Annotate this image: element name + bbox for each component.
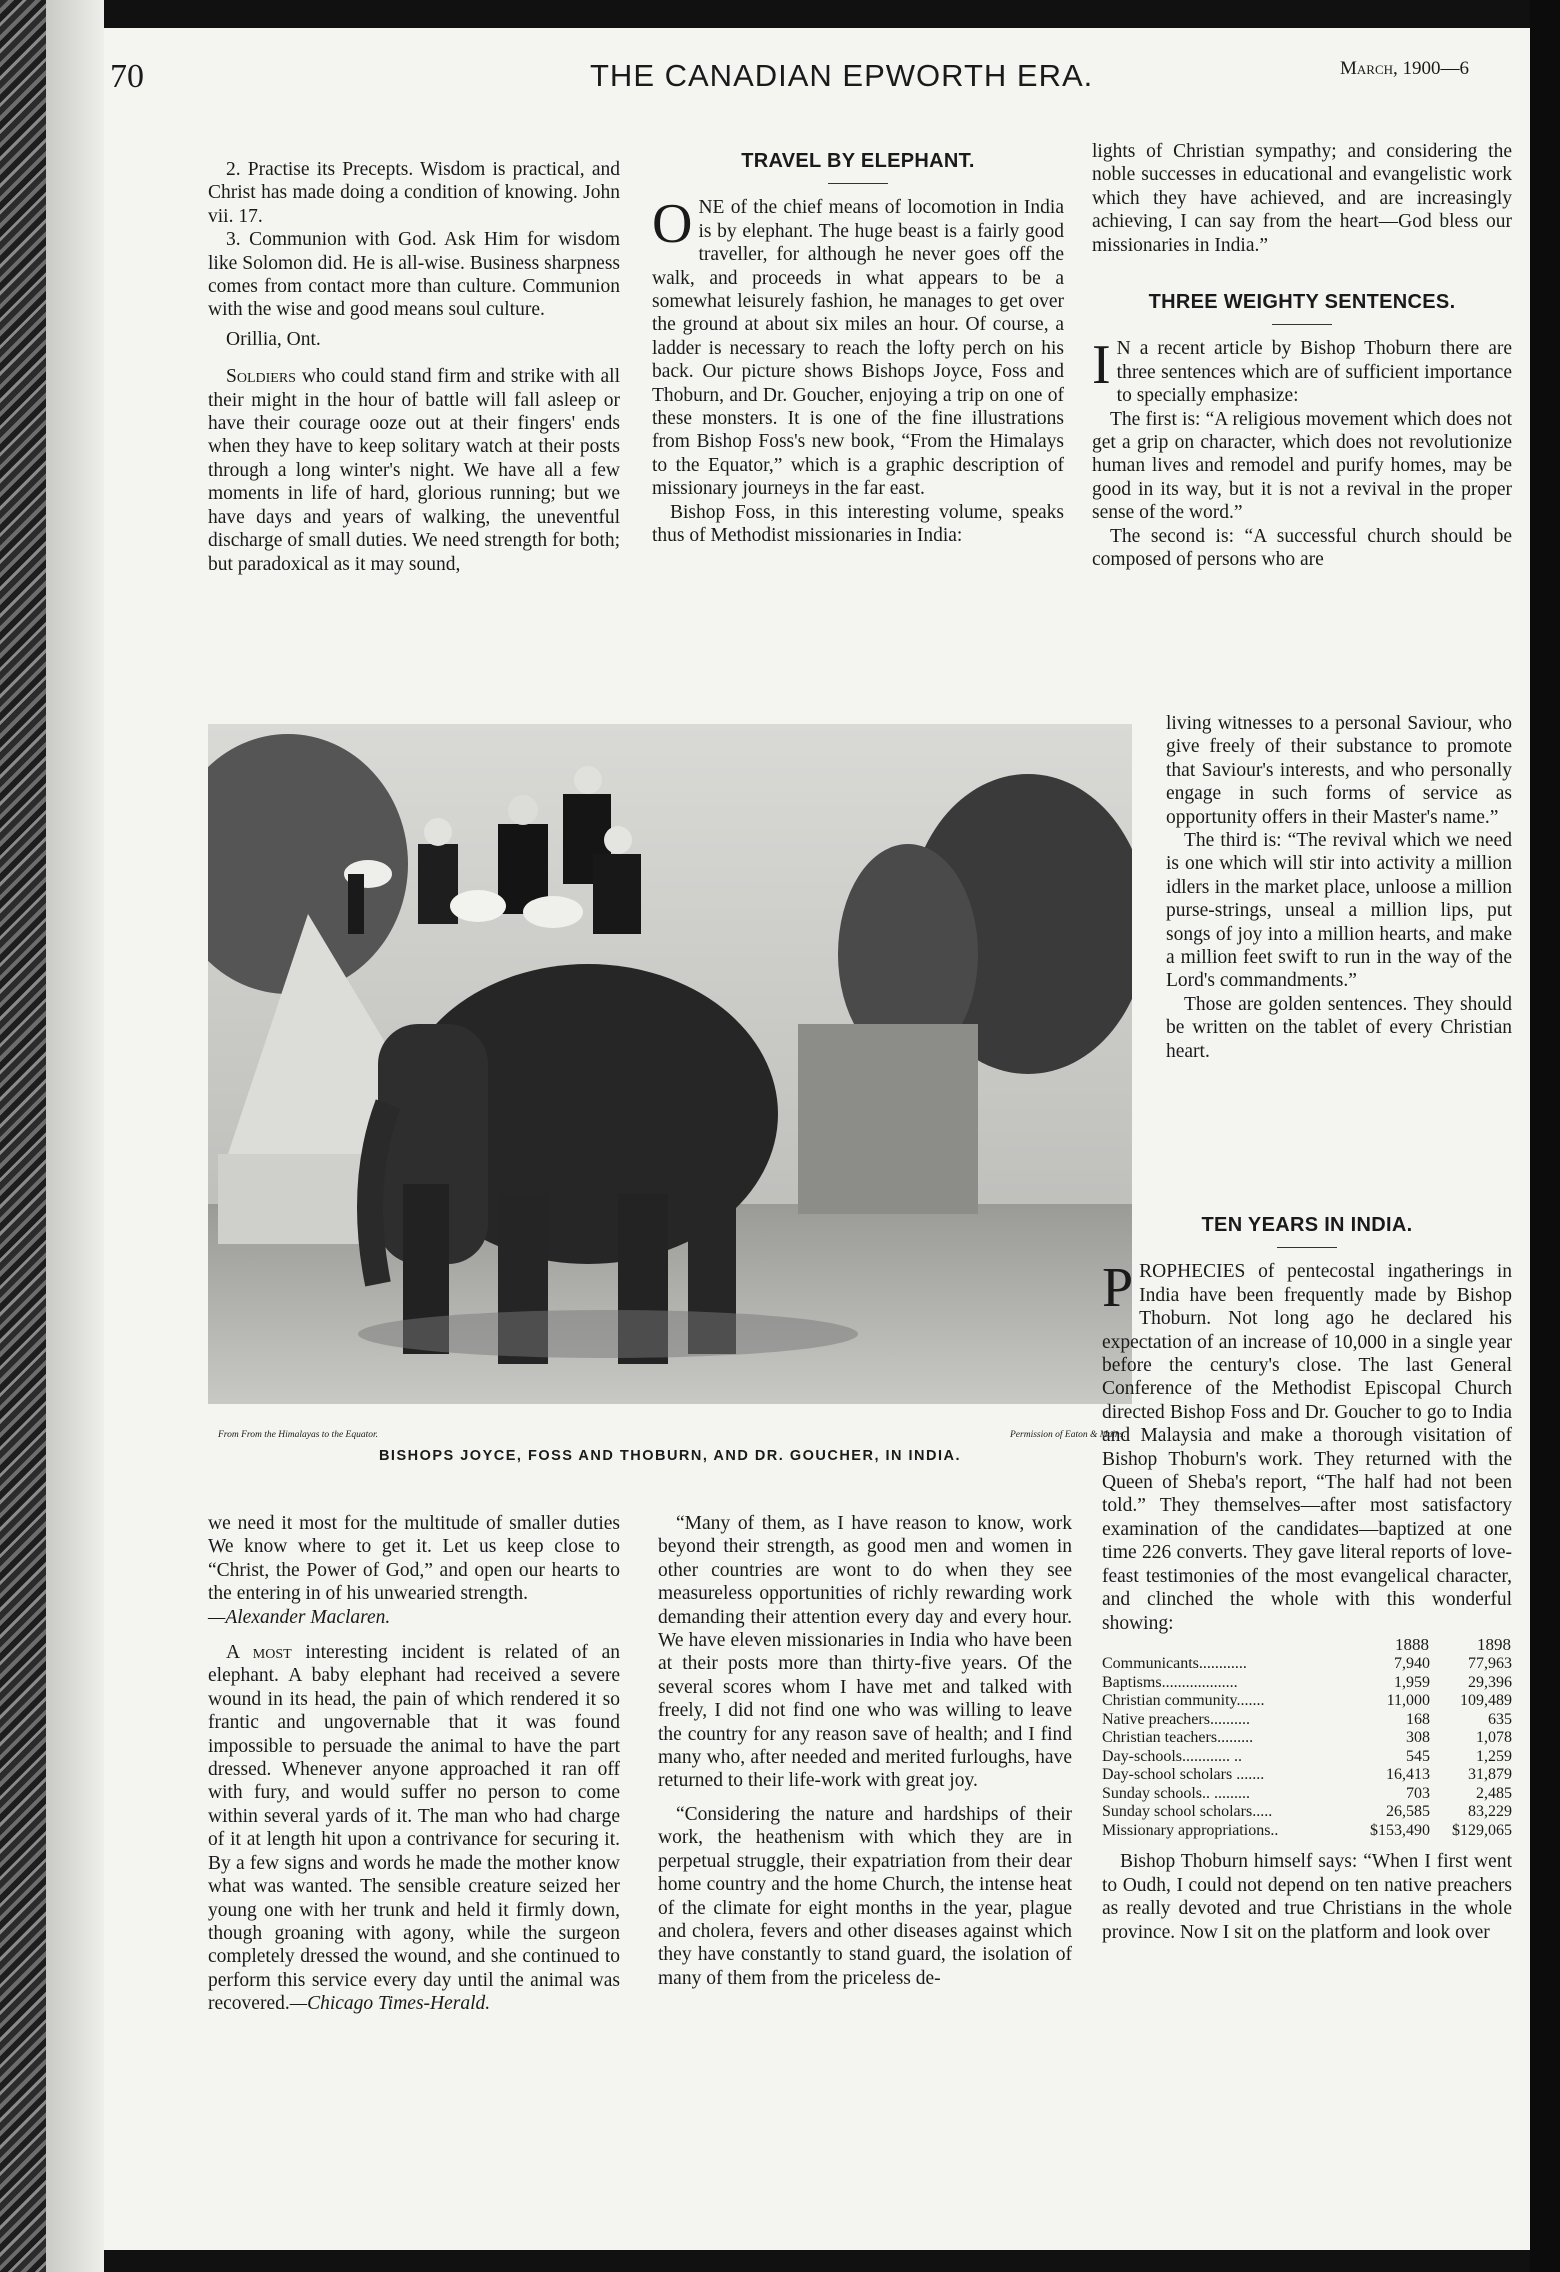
heading-rule	[828, 183, 888, 184]
row-label: Christian teachers.........	[1102, 1729, 1254, 1747]
column-header-1898: 1898	[1477, 1634, 1511, 1654]
paragraph-second-continued: living witnesses to a personal Saviour, who give freely of their substance to promote that Saviour's interests, and who personally engage in such forms of service as opportunity offers in their Master's name.”	[1166, 713, 1512, 828]
row-label: Day-school scholars .......	[1102, 1766, 1265, 1784]
page-gutter	[46, 0, 104, 2272]
row-label: Sunday school scholars.....	[1102, 1803, 1273, 1821]
column-1-bottom	[208, 1512, 620, 2016]
value-1888: 16,413	[1386, 1766, 1430, 1784]
heading-three-weighty-sentences: THREE WEIGHTY SENTENCES.	[1148, 291, 1456, 314]
drop-cap: O	[652, 193, 693, 256]
attribution-maclaren: —Alexander Maclaren.	[208, 1606, 391, 1628]
paragraph-second-sentence: The second is: “A successful church should be composed of persons who are	[1092, 525, 1512, 571]
incident-text: interesting incident is related of an elephant. A baby elephant had received a severe wound in its head, the pain of which rendered it so frantic and ungovernable that it was found impossible to persuade the animal to have the part dressed. Whenever anyone approached it ran off with fury, and would suffer no person to come within several yards of it. The man who had charge of it at length hit upon a contrivance for securing it. By a few signs and words he made the mother know what was wanted. The sensible creature seized her young one with her trunk and held it firmly down, though groaning with agony, while the surgeon completely dressed the wound, and she continued to perform this service every day until the animal was recovered.	[208, 1642, 620, 2015]
column-3-top	[1092, 140, 1512, 572]
column-header-1888: 1888	[1395, 1634, 1429, 1654]
paragraph-article	[1092, 334, 1512, 407]
paragraph-travel	[652, 193, 1064, 500]
table-row	[1102, 1729, 1512, 1748]
paragraph-first-sentence: The first is: “A religious movement which does not get a grip on character, which does not revolutionize human lives and remodel and purify homes, may be good in its way, but it is not a revival in the proper sense of the word.”	[1092, 408, 1512, 524]
value-1888: 545	[1406, 1747, 1430, 1765]
value-1888: 26,585	[1386, 1803, 1430, 1821]
value-1898: 83,229	[1468, 1803, 1512, 1821]
value-1898: 29,396	[1468, 1673, 1512, 1691]
issue-date: March, 1900—6	[1340, 58, 1470, 79]
row-label: Christian community.......	[1102, 1692, 1265, 1710]
paragraph-golden: Those are golden sentences. They should be written on the tablet of every Christian heart.	[1166, 993, 1512, 1062]
value-1898: $129,065	[1452, 1821, 1512, 1839]
paragraph-communion: 3. Communion with God. Ask Him for wisdom like Solomon did. He is all-wise. Business sharpness comes from contact more than culture. Communion with the wise and good means soul culture.	[208, 229, 620, 321]
value-1898: 2,485	[1476, 1784, 1512, 1802]
row-label: Native preachers..........	[1102, 1710, 1250, 1728]
value-1888: 168	[1406, 1710, 1430, 1728]
travel-text: NE of the chief means of locomotion in India is by elephant. The huge beast is a fairly good traveller, for although he never goes off the walk, and proceeds in what appears to be a somewhat leisurely fashion, he manages to get over the ground at about six miles an hour. Of course, a ladder is necessary to reach the lofty perch on his back. Our picture shows Bishops Joyce, Foss and Thoburn, and Dr. Goucher, enjoying a trip on one of these monsters. It is one of the fine illustrations from Bishop Foss's new book, “From the Himalays to the Equator,” which is a graphic description of missionary journeys in the far east.	[652, 197, 1064, 500]
row-label: Baptisms...................	[1102, 1673, 1238, 1691]
statistics-table	[1102, 1635, 1512, 1841]
value-1888: 308	[1406, 1729, 1430, 1747]
row-label: Missionary appropriations..	[1102, 1821, 1279, 1839]
value-1888: 7,940	[1394, 1655, 1430, 1673]
paragraph-practise: 2. Practise its Precepts. Wisdom is practical, and Christ has made doing a condition of knowing. John vii. 17.	[208, 159, 620, 227]
heading-rule	[1277, 1247, 1337, 1248]
value-1888: 11,000	[1386, 1692, 1430, 1710]
row-label: Sunday schools.. .........	[1102, 1784, 1250, 1802]
table-header-row	[1102, 1635, 1512, 1656]
soldiers-lead: Soldiers	[226, 366, 296, 388]
paragraph-thoburn-says: Bishop Thoburn himself says: “When I first went to Oudh, I could not depend on ten native preachers as really devoted and true Christians in the whole province. Now I sit on the platform and look over	[1102, 1851, 1512, 1943]
column-1-top	[208, 158, 620, 576]
elephant-photograph	[208, 724, 1132, 1404]
value-1898: 1,259	[1476, 1747, 1512, 1765]
photo-credit-source: From From the Himalayas to the Equator.	[218, 1430, 378, 1440]
column-3-narrow	[1166, 712, 1512, 1063]
paragraph-multitude: we need it most for the multitude of smaller duties We know where to get it. Let us keep close to “Christ, the Power of God,” and open our hearts to the entering in of his unwearied strength.	[208, 1513, 620, 1605]
value-1898: 109,489	[1460, 1692, 1512, 1710]
heading-ten-years-in-india: TEN YEARS IN INDIA.	[1201, 1214, 1413, 1236]
heading-travel-by-elephant: TRAVEL BY ELEPHANT.	[741, 150, 975, 172]
paragraph-prophecies	[1102, 1257, 1512, 1635]
drop-cap: I	[1092, 334, 1111, 397]
table-row	[1102, 1766, 1512, 1785]
paragraph-considering: “Considering the nature and hardships of their work, the heathenism with which they are in perpetual struggle, their expatriation from their dear home country and the home Church, the intense heat of the climate for eight months in the year, plague and cholera, fevers and other diseases against which they have constantly to stand guard, the isolation of many of them from the priceless de-	[658, 1803, 1072, 1989]
signoff-location: Orillia, Ont.	[226, 328, 321, 350]
value-1888: 703	[1406, 1784, 1430, 1802]
publication-title: THE CANADIAN EPWORTH ERA.	[590, 58, 1094, 93]
scan-edge	[1530, 0, 1560, 2272]
paragraph-third-sentence: The third is: “The revival which we need is one which will stir into activity a million idlers in the market place, unloose a million purse-strings, unseal a million lips, put songs of joy into a million hearts, and make a million feet swift to run in the way of the Lord's commandments.”	[1166, 830, 1512, 992]
table-row	[1102, 1803, 1512, 1822]
table-row	[1102, 1748, 1512, 1767]
attribution-times-herald: —Chicago Times-Herald.	[289, 1993, 491, 2015]
row-label: Communicants............	[1102, 1655, 1247, 1673]
soldiers-text: who could stand firm and strike with all their might in the hour of battle will fall asleep or have their courage ooze out at their fingers' ends when they have to keep solitary watch at their posts through a long winter's night. We have all a few moments in life of hard, glorious running; but we have days and years of walking, the uneventful discharge of small duties. We need strength for both; but paradoxical as it may sound,	[208, 366, 620, 575]
elephant-photo-illustration	[208, 724, 1132, 1404]
value-1898: 77,963	[1468, 1655, 1512, 1673]
table-row	[1102, 1785, 1512, 1804]
value-1888: 1,959	[1394, 1673, 1430, 1691]
paragraph-foss: Bishop Foss, in this interesting volume, speaks thus of Methodist missionaries in India:	[652, 501, 1064, 547]
value-1898: 635	[1488, 1710, 1512, 1728]
heading-rule	[1272, 324, 1332, 325]
value-1888: $153,490	[1370, 1821, 1430, 1839]
column-2-bottom	[658, 1512, 1072, 1990]
paragraph-soldiers	[208, 365, 620, 576]
value-1898: 31,879	[1468, 1766, 1512, 1784]
article-text: N a recent article by Bishop Thoburn there are three sentences which are of sufficient importance to specially emphasize:	[1116, 338, 1512, 407]
paragraph-many-of-them: “Many of them, as I have reason to know, work beyond their strength, as good men and women in other countries are wont to do when they see measureless opportunities of richly rewarding work demanding their attention every day and every hour. We have eleven missionaries in India who have been at their posts more than thirty-five years. Of the several scores whom I have met and talked with freely, I did not find one who was willing to leave the country for any reason save of health; and I find many who, after needed and merited furloughs, have returned to their life-work with great joy.	[658, 1513, 1072, 1792]
column-2-top	[652, 150, 1064, 548]
photo-credit-permission: Permission of Eaton & Mains.	[1010, 1430, 1126, 1440]
table-row	[1102, 1674, 1512, 1693]
table-row	[1102, 1711, 1512, 1730]
book-binding	[0, 0, 46, 2272]
row-label: Day-schools............ ..	[1102, 1747, 1242, 1765]
incident-lead: A most	[226, 1642, 292, 1664]
table-row	[1102, 1822, 1512, 1841]
photo-caption: BISHOPS JOYCE, FOSS AND THOBURN, AND DR. GOUCHER, IN INDIA.	[378, 1448, 962, 1464]
page-number: 70	[110, 58, 144, 95]
drop-cap: P	[1102, 1257, 1134, 1320]
table-row	[1102, 1692, 1512, 1711]
prophecies-text: ROPHECIES of pentecostal ingatherings in India have been frequently made by Bishop Thoburn. Not long ago he declared his expectation of an increase of 10,000 in a single year before the century's close. The last General Conference of the Methodist Episcopal Church directed Bishop Foss and Dr. Goucher to go to India and Malaysia and make a thorough visitation of Bishop Thoburn's work. They returned with the Queen of Sheba's report, “The half had not been told.” They themselves—after most satisfactory examination of the candidates—baptized at one time 226 converts. They gave literal reports of love-feast testimonies of the most evangelical character, and clinched the whole with this wonderful showing:	[1102, 1261, 1512, 1634]
table-row	[1102, 1655, 1512, 1674]
paragraph-sympathy: lights of Christian sympathy; and considering the noble successes in educational and evangelistic work which they have achieved, and are increasingly achieving, I can say from the heart—God bless our missionaries in India.”	[1092, 141, 1512, 256]
column-3-bottom	[1102, 1214, 1512, 1944]
paragraph-baby-elephant	[208, 1641, 620, 2016]
value-1898: 1,078	[1476, 1729, 1512, 1747]
